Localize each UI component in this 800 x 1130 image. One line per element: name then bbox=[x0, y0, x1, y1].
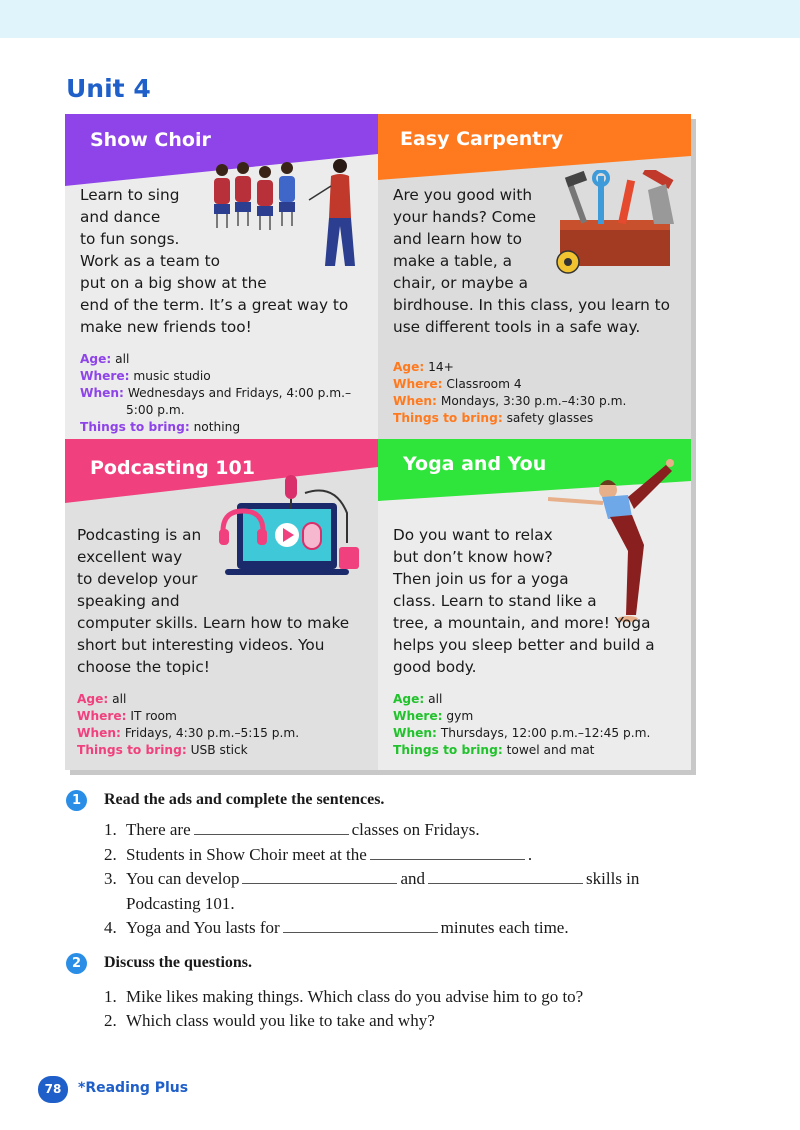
body-line: make a table, a bbox=[393, 252, 512, 270]
body-line: make new friends too! bbox=[80, 318, 252, 336]
exercise2-list bbox=[104, 985, 686, 1034]
exercise1-title: Read the ads and complete the sentences. bbox=[104, 791, 385, 808]
item-text: You can develop bbox=[126, 869, 240, 888]
body-line: excellent way bbox=[77, 548, 183, 566]
show-choir-info bbox=[80, 351, 351, 436]
item-text: and bbox=[400, 869, 426, 888]
age-value: all bbox=[428, 692, 443, 706]
yoga-info bbox=[393, 691, 650, 759]
podcasting-body bbox=[77, 524, 349, 678]
exercise1-item bbox=[104, 867, 686, 892]
podcasting-info bbox=[77, 691, 299, 759]
answer-blank[interactable] bbox=[242, 883, 397, 884]
show-choir-title: Show Choir bbox=[90, 129, 211, 151]
body-line: speaking and bbox=[77, 592, 180, 610]
age-label: Age: bbox=[77, 692, 109, 706]
bring-value: safety glasses bbox=[506, 411, 594, 425]
exercise1-header bbox=[66, 788, 686, 818]
when-label: When: bbox=[393, 394, 437, 408]
where-value: music studio bbox=[133, 369, 211, 383]
body-line: chair, or maybe a bbox=[393, 274, 528, 292]
answer-blank[interactable] bbox=[194, 834, 349, 835]
age-label: Age: bbox=[393, 360, 425, 374]
ad-show-choir bbox=[65, 114, 378, 439]
when-label: When: bbox=[393, 726, 437, 740]
body-line: Learn to sing bbox=[80, 186, 180, 204]
body-line: birdhouse. In this class, you learn to bbox=[393, 296, 671, 314]
body-line: good body. bbox=[393, 658, 477, 676]
body-line: and learn how to bbox=[393, 230, 523, 248]
item-number: 1. bbox=[104, 820, 117, 839]
podcasting-title: Podcasting 101 bbox=[90, 457, 255, 479]
ads-grid bbox=[65, 114, 691, 770]
exercise2-title: Discuss the questions. bbox=[104, 953, 253, 971]
body-line: class. Learn to stand like a bbox=[393, 592, 597, 610]
easy-carpentry-title: Easy Carpentry bbox=[400, 128, 564, 150]
exercises bbox=[66, 788, 686, 1034]
where-value: gym bbox=[446, 709, 474, 723]
exercise2-item bbox=[104, 1009, 686, 1034]
item-number: 1. bbox=[104, 986, 117, 1006]
body-line: but don’t know how? bbox=[393, 548, 553, 566]
bring-label: Things to bring: bbox=[393, 743, 503, 757]
section-label: *Reading Plus bbox=[78, 1080, 189, 1096]
body-line: to develop your bbox=[77, 570, 198, 588]
body-line: to fun songs. bbox=[80, 230, 180, 248]
age-value: all bbox=[112, 692, 127, 706]
answer-blank[interactable] bbox=[283, 932, 438, 933]
answer-blank[interactable] bbox=[428, 883, 583, 884]
bring-value: towel and mat bbox=[506, 743, 595, 757]
bring-value: nothing bbox=[193, 420, 241, 434]
exercise2-item bbox=[104, 985, 686, 1010]
ad-easy-carpentry bbox=[378, 114, 691, 439]
item-text: Students in Show Choir meet at the bbox=[126, 844, 367, 864]
yoga-body bbox=[393, 524, 655, 678]
show-choir-body bbox=[80, 184, 348, 338]
item-number: 2. bbox=[104, 844, 117, 864]
body-line: Do you want to relax bbox=[393, 526, 553, 544]
body-line: tree, a mountain, and more! Yoga bbox=[393, 614, 651, 632]
item-number: 3. bbox=[104, 869, 117, 888]
exercise1-item bbox=[104, 843, 686, 868]
yoga-title: Yoga and You bbox=[403, 453, 547, 475]
exercise1-number: 1 bbox=[66, 790, 87, 811]
where-value: Classroom 4 bbox=[446, 377, 522, 391]
where-value: IT room bbox=[130, 709, 177, 723]
bring-label: Things to bring: bbox=[80, 420, 190, 434]
body-line: helps you sleep better and build a bbox=[393, 636, 655, 654]
item-text: minutes each time. bbox=[440, 918, 569, 937]
exercise1-item bbox=[104, 818, 686, 843]
item-text: There are bbox=[126, 820, 191, 839]
when-label: When: bbox=[80, 386, 124, 400]
body-line: short but interesting videos. You bbox=[77, 636, 325, 654]
easy-carpentry-body bbox=[393, 184, 670, 338]
age-label: Age: bbox=[80, 352, 112, 366]
bring-label: Things to bring: bbox=[77, 743, 187, 757]
when-value: Fridays, 4:30 p.m.–5:15 p.m. bbox=[124, 726, 300, 740]
body-line: use different tools in a safe way. bbox=[393, 318, 641, 336]
item-text: Mike likes making things. Which class do you advise him to go to? bbox=[126, 986, 584, 1006]
body-line: and dance bbox=[80, 208, 161, 226]
where-label: Where: bbox=[393, 377, 443, 391]
item-text: skills in bbox=[586, 869, 640, 888]
bring-value: USB stick bbox=[190, 743, 248, 757]
body-line: computer skills. Learn how to make bbox=[77, 614, 350, 632]
top-band bbox=[0, 0, 800, 38]
age-value: all bbox=[115, 352, 130, 366]
ad-podcasting bbox=[65, 439, 378, 770]
item-text: . bbox=[527, 844, 533, 864]
where-label: Where: bbox=[77, 709, 127, 723]
easy-carpentry-info bbox=[393, 359, 626, 427]
body-line: Podcasting is an bbox=[77, 526, 202, 544]
body-line: put on a big show at the bbox=[80, 274, 267, 292]
where-label: Where: bbox=[80, 369, 130, 383]
item-number: 4. bbox=[104, 918, 117, 937]
exercise1-list bbox=[104, 818, 686, 941]
ad-yoga bbox=[378, 439, 691, 770]
body-line: Are you good with bbox=[393, 186, 533, 204]
exercise2-header bbox=[66, 951, 686, 981]
when-label: When: bbox=[77, 726, 121, 740]
body-line: your hands? Come bbox=[393, 208, 537, 226]
when-value: Wednesdays and Fridays, 4:00 p.m.– bbox=[127, 386, 352, 400]
page-number: 78 bbox=[38, 1076, 68, 1103]
when-value: Thursdays, 12:00 p.m.–12:45 p.m. bbox=[440, 726, 651, 740]
body-line: end of the term. It’s a great way to bbox=[80, 296, 349, 314]
age-label: Age: bbox=[393, 692, 425, 706]
age-value: 14+ bbox=[428, 360, 454, 374]
item-text: Which class would you like to take and why? bbox=[126, 1011, 435, 1030]
body-line: Then join us for a yoga bbox=[393, 570, 569, 588]
item-text: Yoga and You lasts for bbox=[126, 918, 280, 937]
exercise2-number: 2 bbox=[66, 953, 87, 974]
bring-label: Things to bring: bbox=[393, 411, 503, 425]
unit-title: Unit 4 bbox=[66, 74, 151, 103]
when-value-continued: 5:00 p.m. bbox=[126, 403, 185, 417]
where-label: Where: bbox=[393, 709, 443, 723]
item-number: 2. bbox=[104, 1011, 117, 1030]
when-value: Mondays, 3:30 p.m.–4:30 p.m. bbox=[440, 394, 627, 408]
item-text-continued: Podcasting 101. bbox=[126, 893, 235, 913]
answer-blank[interactable] bbox=[370, 859, 525, 860]
exercise1-item bbox=[104, 916, 686, 941]
body-line: Work as a team to bbox=[80, 252, 220, 270]
body-line: choose the topic! bbox=[77, 658, 210, 676]
item-text: classes on Fridays. bbox=[351, 820, 480, 839]
